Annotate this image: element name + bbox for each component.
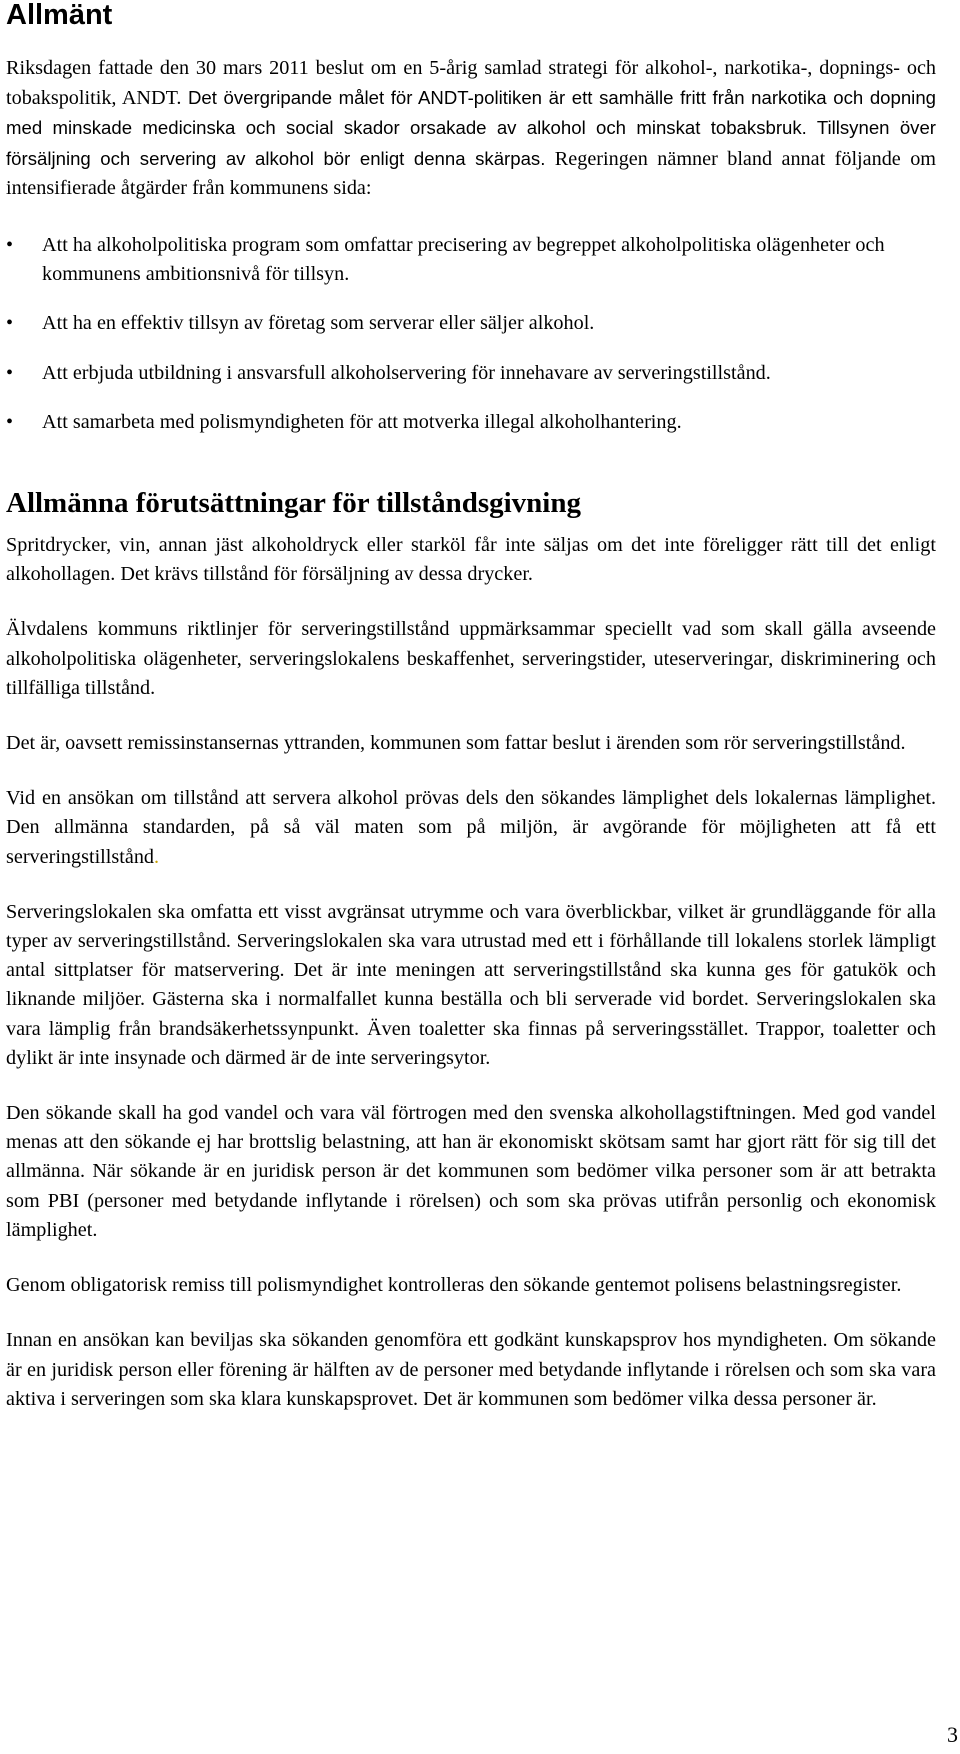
section-heading-forutsattningar: Allmänna förutsättningar för tillståndsgivning <box>6 487 581 520</box>
bullet-item <box>6 231 936 289</box>
paragraph-8: Innan en ansökan kan beviljas ska sökanden genomföra ett godkänt kunskapsprov hos myndigheten. Om sökande är en juridisk person eller förening är hälften av de personer med betydande inflytande i rörelsen och som ska vara aktiva i serveringen som ska klara kunskapsprovet. Det är kommunen som bedömer vilka dessa personer är. <box>6 1329 936 1410</box>
intro-text-serif: Riksdagen fattade den 30 mars 2011 beslut om en 5-årig samlad strategi för alkohol-, narkotika-, dopnings- och tobakspolitik, ANDT. <box>6 57 936 110</box>
bullet-text: Att samarbeta med polismyndigheten för att motverka illegal alkoholhantering. <box>42 410 682 433</box>
paragraph-4 <box>6 784 936 872</box>
paragraph-5: Serveringslokalen ska omfatta ett visst avgränsat utrymme och vara överblickbar, vilket är grundläggande för alla typer av serveringstillstånd. Serveringslokalen ska vara utrustad med ett i förhållande till lokalens storlek lämpligt antal sittplatser för matservering. Det är inte meningen att serveringstillstånd ska kunna ges för gatukök och liknande miljöer. Gästerna ska i normalfallet kunna beställa och bli serverade vid bordet. Serveringslokalen ska vara lämplig från brandsäkerhetssynpunkt. Även toaletter ska finnas på serveringsstället. Trappor, toaletter och dylikt är inte insynade och därmed är de inte serveringsytor. <box>6 900 936 1069</box>
bullet-item <box>6 309 936 338</box>
strategy-bullet-list <box>6 231 936 437</box>
bullet-text: Att ha alkoholpolitiska program som omfattar precisering av begreppet alkoholpolitiska olägenheter och kommunens ambitionsnivå för tillsyn. <box>42 234 885 286</box>
intro-paragraph <box>6 54 936 203</box>
paragraph-3: Det är, oavsett remissinstansernas yttranden, kommunen som fattar beslut i ärenden som rör serveringstillstånd. <box>6 732 906 755</box>
paragraph-6: Den sökande skall ha god vandel och vara väl förtrogen med den svenska alkohollagstiftningen. Med god vandel menas att den sökande ej har brottslig belastning, att han är ekonomiskt skötsam samt har gjort rätt för sig till det allmänna. När sökande är en juridisk person är det kommunen som bedömer vilka personer som är att betrakta som PBI (personer med betydande inflytande i rörelsen) och som ska prövas utifrån personlig och ekonomisk lämplighet. <box>6 1102 936 1241</box>
bullet-item <box>6 359 936 388</box>
bullet-icon: • <box>6 234 14 257</box>
bullet-icon: • <box>6 312 14 335</box>
intro-text-sans: Det övergripande målet för ANDT-politiken är ett samhälle fritt från narkotika och dopning med minskade medicinska och social skador orsakade av alkohol och minskat tobaksbruk. Tillsynen över försäljning och servering av alkohol bör enligt denna skärpas. <box>6 87 936 169</box>
bullet-icon: • <box>6 410 14 433</box>
paragraph-7: Genom obligatorisk remiss till polismyndighet kontrolleras den sökande gentemot polisens belastningsregister. <box>6 1274 902 1297</box>
page-number: 3 <box>947 1722 958 1747</box>
bullet-item <box>6 408 936 437</box>
bullet-text: Att erbjuda utbildning i ansvarsfull alkoholservering för innehavare av serveringstillstånd. <box>42 361 771 384</box>
bullet-text: Att ha en effektiv tillsyn av företag som serverar eller säljer alkohol. <box>42 312 595 335</box>
bullet-icon: • <box>6 361 14 384</box>
paragraph-2: Älvdalens kommuns riktlinjer för serveringstillstånd uppmärksammar speciellt vad som skall gälla avseende alkoholpolitiska olägenheter, serveringslokalens beskaffenhet, serveringstider, uteserveringar, diskriminering och tillfälliga tillstånd. <box>6 618 936 699</box>
section-heading-allmant: Allmänt <box>6 0 113 31</box>
document-page <box>6 0 936 1414</box>
paragraph-1: Spritdrycker, vin, annan jäst alkoholdryck eller starköl får inte säljas om det inte föreligger rätt till det enligt alkohollagen. Det krävs tillstånd för försäljning av dessa drycker. <box>6 534 936 586</box>
intro-text-serif-2: Regeringen nämner bland annat följande om intensifierade åtgärder från kommunens sida: <box>6 147 936 199</box>
paragraph-4-text: Vid en ansökan om tillstånd att servera alkohol prövas dels den sökandes lämplighet dels lokalernas lämplighet. Den allmänna standarden, på så väl maten som på miljön, är avgörande för möjligheten att få ett serveringstillstånd <box>6 787 936 868</box>
paragraph-4-end-mark: . <box>154 845 160 868</box>
